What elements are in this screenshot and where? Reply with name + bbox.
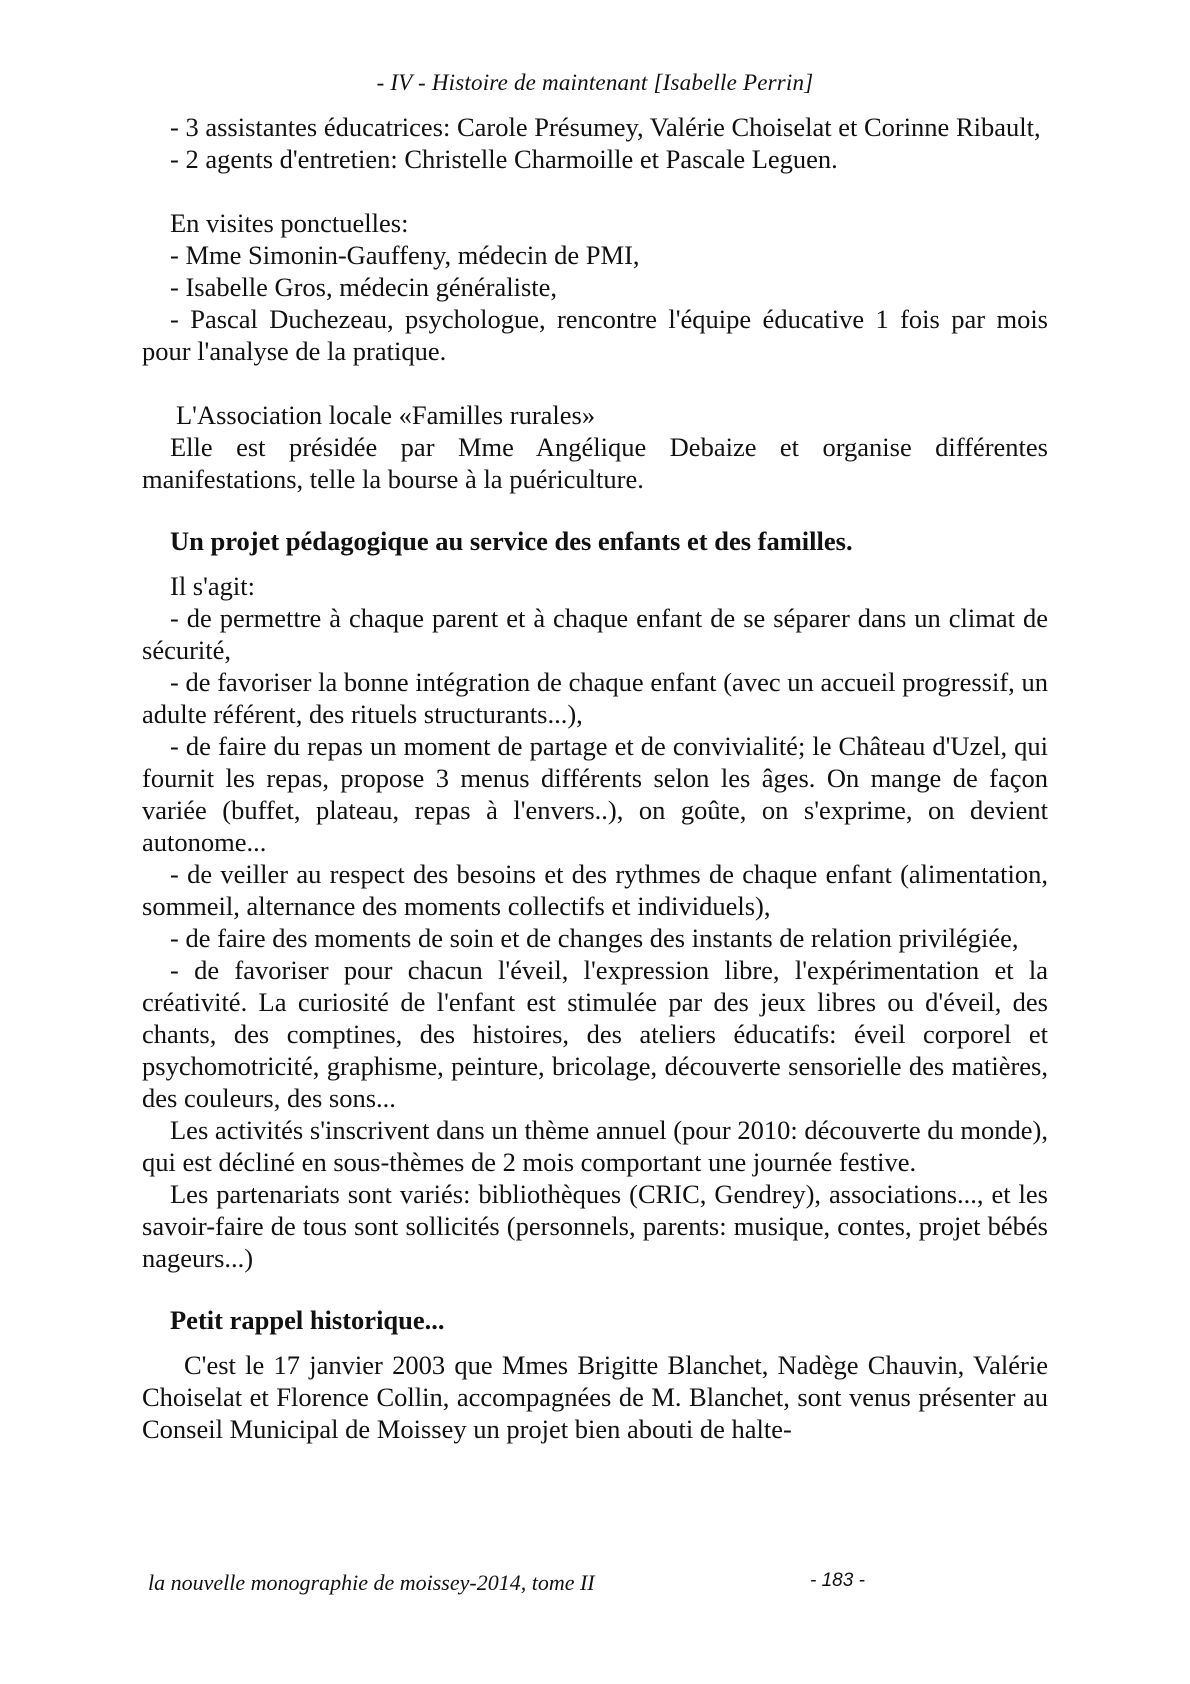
running-header: - IV - Histoire de maintenant [Isabelle Perrin] <box>376 70 814 95</box>
section-heading: Un projet pédagogique au service des enfants et des familles. <box>170 526 853 556</box>
paragraph: - de faire des moments de soin et de changes des instants de relation privilégiée, <box>170 923 1019 953</box>
paragraph: - Pascal Duchezeau, psychologue, rencontre l'équipe éducative 1 fois par mois pour l'analyse de la pratique. <box>142 304 1048 366</box>
page-number: - 183 - <box>810 1570 865 1591</box>
paragraph: - Mme Simonin-Gauffeny, médecin de PMI, <box>170 240 640 270</box>
paragraph: - 3 assistantes éducatrices: Carole Présumey, Valérie Choiselat et Corinne Ribault, <box>170 112 1041 142</box>
paragraph: - de faire du repas un moment de partage et de convivialité; le Château d'Uzel, qui fournit les repas, propose 3 menus différents selon les âges. On mange de façon variée (buffet, plateau, repas à l'envers..), on goûte, on s'exprime, on devient autonome... <box>142 731 1048 857</box>
paragraph: Les activités s'inscrivent dans un thème annuel (pour 2010: découverte du monde), qui est décliné en sous-thèmes de 2 mois comportant une journée festive. <box>142 1115 1048 1177</box>
paragraph: En visites ponctuelles: <box>170 208 409 238</box>
paragraph: Elle est présidée par Mme Angélique Debaize et organise différentes manifestations, telle la bourse à la puériculture. <box>142 432 1048 494</box>
paragraph: Il s'agit: <box>170 571 255 601</box>
paragraph: - Isabelle Gros, médecin généraliste, <box>170 272 558 302</box>
section-heading: Petit rappel historique... <box>170 1305 445 1335</box>
page-body <box>142 111 1048 1445</box>
paragraph: - de favoriser pour chacun l'éveil, l'expression libre, l'expérimentation et la créativité. La curiosité de l'enfant est stimulée par des jeux libres ou d'éveil, des chants, des comptines, des histoires, des ateliers éducatifs: éveil corporel et psychomotricité, graphisme, peinture, bricolage, découverte sensorielle des matières, des couleurs, des sons... <box>142 955 1048 1113</box>
paragraph: L'Association locale «Familles rurales» <box>176 400 596 430</box>
footer-book-title: la nouvelle monographie de moissey-2014, tome II <box>148 1570 595 1595</box>
paragraph: - de veiller au respect des besoins et des rythmes de chaque enfant (alimentation, sommeil, alternance des moments collectifs et individuels), <box>142 859 1048 921</box>
paragraph: - 2 agents d'entretien: Christelle Charmoille et Pascale Leguen. <box>170 144 838 174</box>
paragraph: - de permettre à chaque parent et à chaque enfant de se séparer dans un climat de sécurité, <box>142 603 1048 665</box>
paragraph: Les partenariats sont variés: bibliothèques (CRIC, Gendrey), associations..., et les savoir-faire de tous sont sollicités (personnels, parents: musique, contes, projet bébés nageurs...) <box>142 1179 1048 1273</box>
paragraph: C'est le 17 janvier 2003 que Mmes Brigitte Blanchet, Nadège Chauvin, Valérie Choiselat et Florence Collin, accompagnées de M. Blanchet, sont venus présenter au Conseil Municipal de Moissey un projet bien abouti de halte- <box>142 1350 1048 1444</box>
paragraph: - de favoriser la bonne intégration de chaque enfant (avec un accueil progressif, un adulte référent, des rituels structurants...), <box>142 667 1048 729</box>
